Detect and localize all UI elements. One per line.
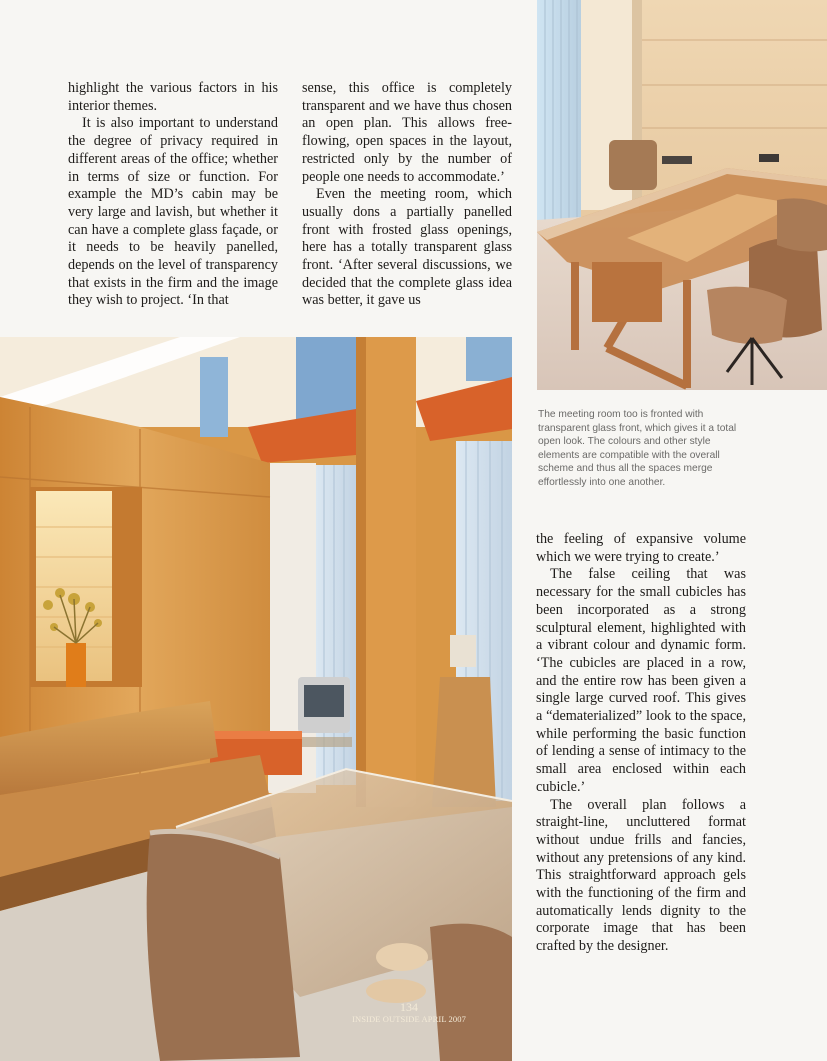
paragraph: The false ceiling that was necessary for the small cubicles has been incorporated as a strong sculptural element, highlighted with a vibrant colour and dynamic form. ‘The cubicles are placed in a row, and the entire row has been given a single large curved roof. This gives a “dematerialized” look to the space, while performing the basic function of lending a sense of intimacy to the small area enclosed within each cubicle.’	[536, 566, 746, 795]
page-number: 134	[400, 1000, 418, 1014]
page-folio	[346, 1001, 472, 1024]
reception-area-illustration	[0, 337, 512, 1061]
article-column-middle	[302, 80, 512, 310]
paragraph: The overall plan follows a straight-line, uncluttered format without undue frills and fancies, without any pretensions of any kind. This straightforward approach gels with the functioning of the firm and automatically lends dignity to the corporate image that has been crafted by the designer.	[536, 796, 746, 955]
paragraph: the feeling of expansive volume which we were trying to create.’	[536, 531, 746, 565]
meeting-room-photo	[537, 0, 827, 390]
article-column-right	[536, 531, 746, 956]
reception-area-photo	[0, 337, 512, 1061]
paragraph: It is also important to understand the degree of privacy required in different areas of the office; whether in terms of size or function. For example the MD’s cabin may be very large and lavish, but whether it can have a complete glass façade, or it needs to be heavily panelled, depends on the level of transparency that exists in the firm and the image they wish to project. ‘In that	[68, 115, 278, 309]
photo-caption: The meeting room too is fronted with transparent glass front, which gives it a total open look. The colours and other style elements are compatible with the overall scheme and thus all the spaces merge effortlessly into one another.	[538, 409, 737, 488]
article-column-left	[68, 80, 278, 310]
paragraph: sense, this office is completely transparent and we have thus chosen an open plan. This allows free-flowing, open spaces in the layout, restricted only by the number of people one needs to accommodate.’	[302, 80, 512, 185]
paragraph: highlight the various factors in his interior themes.	[68, 80, 278, 114]
paragraph: Even the meeting room, which usually dons a partially panelled front with frosted glass openings, here has a totally transparent glass front. ‘After several discussions, we decided that the complete glass idea was better, it gave us	[302, 186, 512, 309]
meeting-room-illustration	[537, 0, 827, 390]
publication-line: INSIDE OUTSIDE APRIL 2007	[352, 1014, 466, 1024]
